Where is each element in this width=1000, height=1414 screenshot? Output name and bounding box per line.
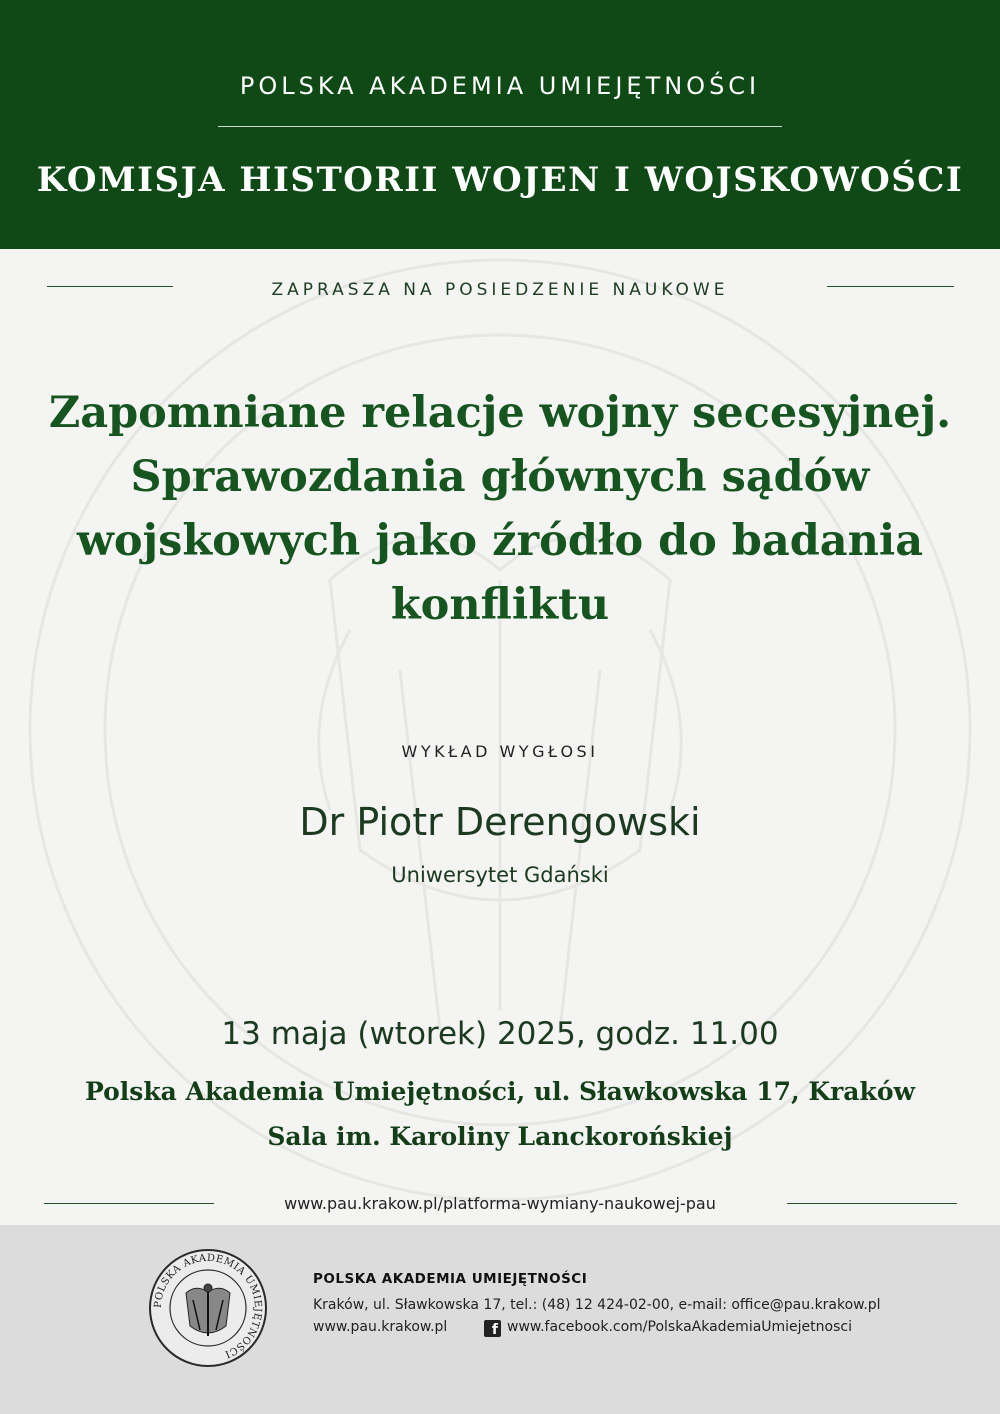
organization-name: POLSKA AKADEMIA UMIEJĘTNOŚCI bbox=[239, 72, 761, 100]
website-link[interactable]: www.pau.krakow.pl/platforma-wymiany-naukowej-pau bbox=[284, 1194, 716, 1213]
lecture-title bbox=[20, 381, 980, 637]
footer-web-link[interactable]: www.pau.krakow.pl bbox=[313, 1319, 448, 1335]
event-date: 13 maja (wtorek) 2025, godz. 11.00 bbox=[221, 1016, 779, 1052]
header-divider bbox=[218, 126, 782, 127]
invitation-text: ZAPRASZA NA POSIEDZENIE NAUKOWE bbox=[271, 280, 729, 300]
header-band bbox=[0, 0, 1000, 249]
facebook-icon[interactable]: f bbox=[484, 1320, 501, 1337]
event-venue: Polska Akademia Umiejętności, ul. Sławkowska 17, Kraków bbox=[84, 1077, 916, 1106]
event-room: Sala im. Karoliny Lanckorońskiej bbox=[267, 1122, 733, 1151]
seal-text: POLSKA AKADEMIA UMIEJĘTNOŚCI bbox=[152, 1252, 264, 1360]
lecture-label: WYKŁAD WYGŁOSI bbox=[401, 742, 599, 761]
commission-name: KOMISJA HISTORII WOJEN I WOJSKOWOŚCI bbox=[36, 160, 964, 200]
speaker-name: Dr Piotr Derengowski bbox=[299, 800, 701, 844]
title-line: wojskowych jako źródło do badania bbox=[76, 516, 924, 566]
title-line: konfliktu bbox=[390, 580, 610, 630]
title-line: Zapomniane relacje wojny secesyjnej. bbox=[48, 388, 952, 438]
footer-address: Kraków, ul. Sławkowska 17, tel.: (48) 12 424-02-00, e-mail: office@pau.krakow.pl bbox=[313, 1297, 881, 1313]
footer-facebook-link[interactable]: www.facebook.com/PolskaAkademiaUmiejetnosci bbox=[507, 1319, 852, 1335]
footer-organization: POLSKA AKADEMIA UMIEJĘTNOŚCI bbox=[313, 1271, 588, 1287]
title-line: Sprawozdania głównych sądów bbox=[130, 452, 870, 502]
speaker-affiliation: Uniwersytet Gdański bbox=[391, 863, 609, 887]
academy-seal-logo bbox=[148, 1248, 268, 1368]
